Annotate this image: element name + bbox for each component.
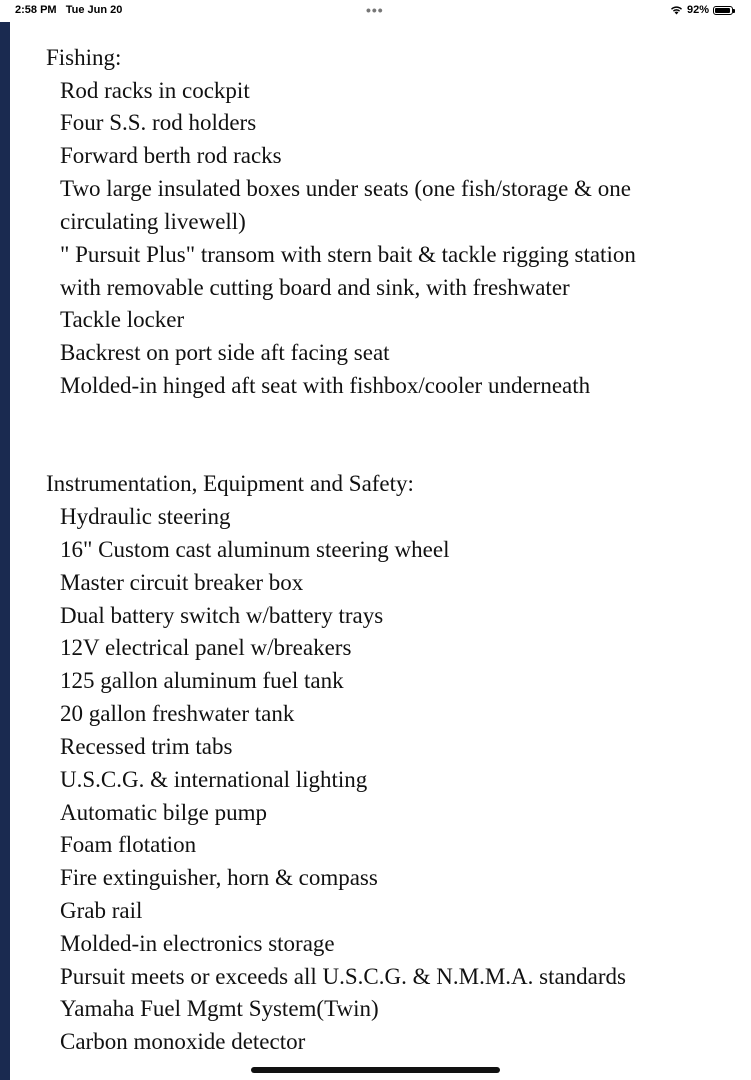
status-bar — [0, 0, 751, 22]
wifi-icon — [670, 5, 683, 15]
list-item: 16" Custom cast aluminum steering wheel — [60, 537, 450, 562]
list-item: Dual battery switch w/battery trays — [60, 603, 384, 628]
list-item: Yamaha Fuel Mgmt System(Twin) — [60, 996, 379, 1021]
list-item: Carbon monoxide detector — [60, 1029, 306, 1054]
list-item: Master circuit breaker box — [60, 570, 304, 595]
list-item: Forward berth rod racks — [60, 143, 282, 168]
list-item: Rod racks in cockpit — [60, 78, 250, 103]
list-item: Backrest on port side aft facing seat — [60, 340, 390, 365]
list-item: 20 gallon freshwater tank — [60, 701, 295, 726]
battery-icon — [713, 6, 733, 15]
battery-percent: 92% — [686, 4, 709, 16]
list-item: Pursuit meets or exceeds all U.S.C.G. & N.M.M.A. standards — [60, 964, 626, 989]
list-item: Molded-in hinged aft seat with fishbox/cooler underneath — [60, 373, 591, 398]
list-item: with removable cutting board and sink, with freshwater — [60, 275, 570, 300]
multitasking-dots[interactable]: ••• — [366, 2, 384, 18]
fishing-heading: Fishing: — [46, 45, 122, 70]
battery-level-fill — [715, 8, 730, 13]
list-item: Two large insulated boxes under seats (one fish/storage & one — [60, 176, 631, 201]
home-indicator[interactable] — [251, 1067, 500, 1073]
list-item: Tackle locker — [60, 307, 185, 332]
list-item: Hydraulic steering — [60, 504, 231, 529]
list-item: Molded-in electronics storage — [60, 931, 335, 956]
list-item: " Pursuit Plus" transom with stern bait & tackle rigging station — [60, 242, 636, 267]
list-item: Automatic bilge pump — [60, 800, 267, 825]
document-page[interactable] — [10, 22, 751, 1080]
list-item: Foam flotation — [60, 832, 197, 857]
list-item: 125 gallon aluminum fuel tank — [60, 668, 344, 693]
list-item: circulating livewell) — [60, 209, 246, 234]
list-item: Recessed trim tabs — [60, 734, 233, 759]
status-indicators — [670, 4, 733, 16]
list-item: 12V electrical panel w/breakers — [60, 635, 352, 660]
list-item: Grab rail — [60, 898, 143, 923]
list-item: Fire extinguisher, horn & compass — [60, 865, 378, 890]
list-item: Four S.S. rod holders — [60, 110, 257, 135]
status-time-date: 2:58 PM Tue Jun 20 — [15, 4, 123, 16]
battery-tip — [733, 9, 735, 13]
instrumentation-heading: Instrumentation, Equipment and Safety: — [46, 471, 414, 496]
list-item: U.S.C.G. & international lighting — [60, 767, 368, 792]
